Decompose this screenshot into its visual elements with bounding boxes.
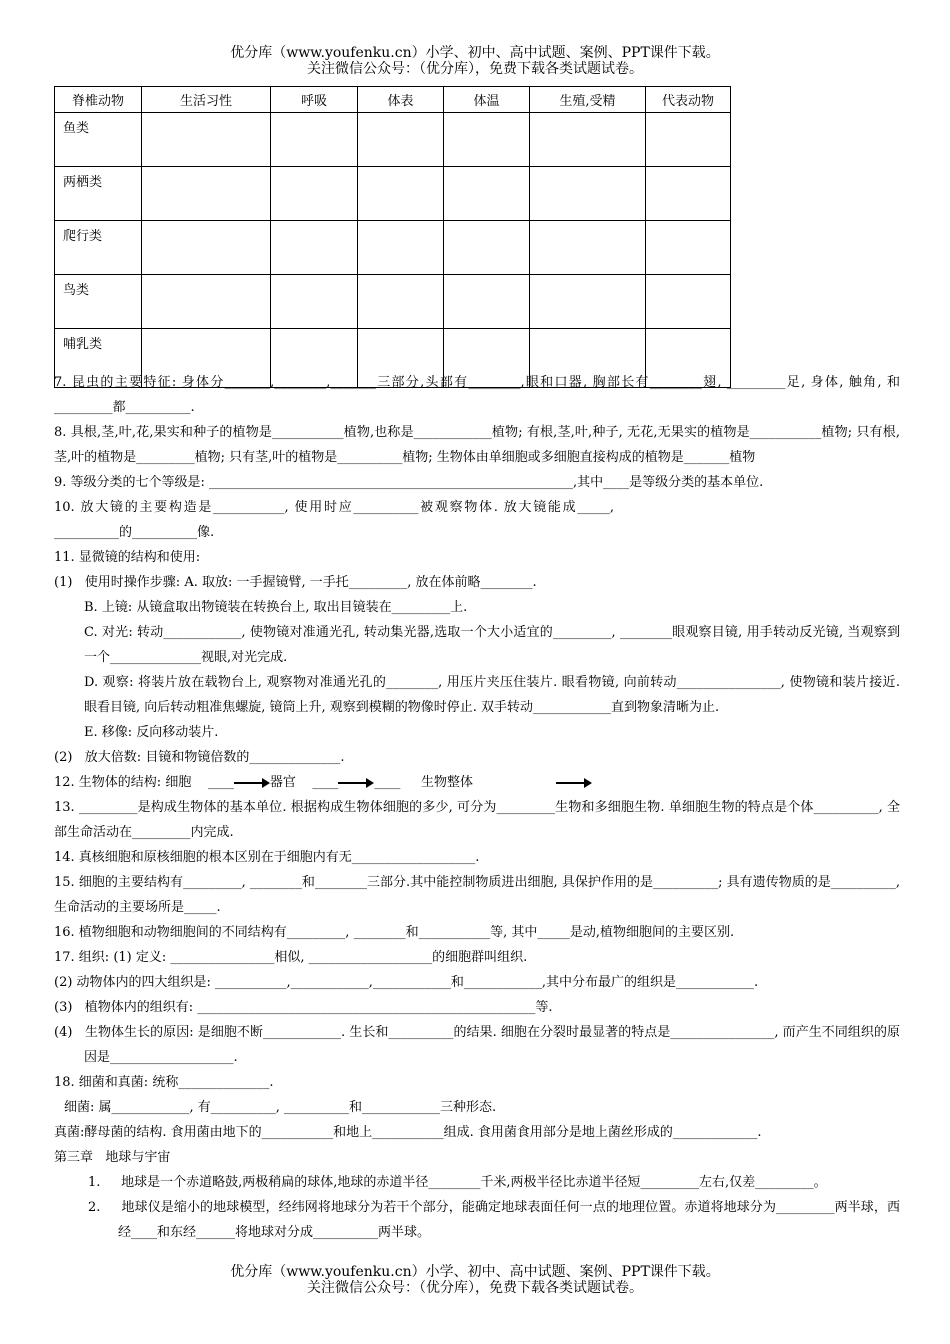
header-line-1: 优分库（www.youfenku.cn）小学、初中、高中试题、案例、PPT课件下载。 [230, 45, 720, 61]
vertebrate-table [54, 86, 731, 388]
footer-line-1: 优分库（www.youfenku.cn）小学、初中、高中试题、案例、PPT课件下载。 [230, 1264, 720, 1280]
header-cell-vertebrate: 脊椎动物 [55, 87, 142, 113]
arrow-right-icon [338, 778, 374, 788]
question-17-part-2: (2) 动物体内的四大组织是: ___________,____________,____________和____________,其中分布最广的组织是____________. [54, 975, 759, 990]
header-cell-body-surface: 体表 [358, 87, 444, 113]
question-18-bacteria: 细菌: 属____________, 有__________, __________和____________三种形态. [64, 1100, 497, 1115]
header-cell-respiration: 呼吸 [271, 87, 358, 113]
row-label-bird: 鸟类 [55, 275, 142, 329]
question-11-step-b: B. 上镜: 从镜盒取出物镜装在转换台上, 取出目镜装在_________上. [84, 600, 468, 615]
row-label-mammal: 哺乳类 [55, 329, 142, 388]
row-label-fish: 鱼类 [55, 113, 142, 167]
question-11-step-c: C. 对光: 转动____________, 使物镜对准通光孔, 转动集光器,选取一个大小适宜的_________, ________眼观察目镜, 用手转动反光镜, 当观察到一个______________视眼,对光完成. [84, 625, 900, 665]
question-16: 16. 植物细胞和动物细胞间的不同结构有_________, ________和___________等, 其中_____是动,植物细胞间的主要区别. [54, 925, 735, 940]
question-12-part-b: 器官 ____ [269, 775, 339, 790]
question-12-part-a: 12. 生物体的结构: 细胞 ____ [54, 775, 234, 790]
arrow-right-icon [556, 778, 592, 788]
earth-question-2: 2. 地球仪是缩小的地球模型，经纬网将地球分为若干个部分，能确定地球表面任何一点的地理位置。赤道将地球分为_________两半球，西经____和东经______将地球对分成__________两半球。 [88, 1200, 900, 1240]
table-header-row [55, 87, 731, 113]
header-cell-body-temp: 体温 [444, 87, 530, 113]
page-footer [0, 1264, 950, 1296]
table-row [55, 113, 731, 167]
header-cell-habits: 生活习性 [142, 87, 271, 113]
question-7: 7. 昆虫的主要特征: 身体分_______,________,_______三部分,头部有________,眼和口器, 胸部长有________翅, _________足, 身体, 触角, 和_________都__________. [54, 375, 900, 415]
table-row [55, 221, 731, 275]
arrow-right-icon [234, 778, 270, 788]
question-13: 13. _________是构成生物体的基本单位. 根据构成生物体细胞的多少, 可分为_________生物和多细胞生物. 单细胞生物的特点是个体__________, 全部生命活动在_________内完成. [54, 800, 900, 840]
question-12-part-c: ____ 生物整体 [374, 775, 474, 790]
page-header [0, 45, 950, 77]
question-8: 8. 具根,茎,叶,花,果实和种子的植物是___________植物,也称是____________植物; 有根,茎,叶,种子, 无花,无果实的植物是___________植物; 只有根,茎,叶的植物是_________植物; 只有茎,叶的植物是__________植物; 生物体由单细胞或多细胞直接构成的植物是_______植物 [54, 425, 900, 465]
question-17-part-4: (4) 生物体生长的原因: 是细胞不断____________. 生长和__________的结果. 细胞在分裂时最显著的特点是________________, 而产生不同组织的原因是___________________. [54, 1025, 900, 1065]
question-18: 18. 细菌和真菌: 统称______________. [54, 1075, 274, 1090]
question-list [54, 370, 900, 1245]
table-row [55, 275, 731, 329]
header-cell-reproduction: 生殖,受精 [530, 87, 646, 113]
question-17-part-3: (3) 植物体内的组织有: ____________________________________________________等. [54, 1000, 553, 1015]
question-12 [54, 770, 900, 795]
question-9: 9. 等级分类的七个等级是: ________________________________________________________,其中____是等级分类的基本单位. [54, 475, 764, 490]
footer-line-2: 关注微信公众号：（优分库），免费下载各类试题试卷。 [307, 1280, 643, 1296]
question-15: 15. 细胞的主要结构有_________, ________和________三部分.其中能控制物质进出细胞, 具保护作用的是__________; 具有遗传物质的是__________, 生命活动的主要场所是_____. [54, 875, 900, 915]
question-11-step-d: D. 观察: 将装片放在载物台上, 观察物对准通光孔的________, 用压片夹压住装片. 眼看物镜, 向前转动________________, 使物镜和装片接近. 眼看目镜, 向后转动粗准焦螺旋, 镜筒上升, 观察到模糊的物像时停止. 双手转动____________直到物象清晰为止. [84, 675, 900, 715]
question-11-step-e: E. 移像: 反向移动装片. [84, 725, 219, 740]
header-line-2: 关注微信公众号：（优分库），免费下载各类试题试卷。 [307, 61, 643, 77]
chapter-3-heading: 第三章 地球与宇宙 [54, 1150, 171, 1165]
question-10: 10. 放大镜的主要构造是___________, 使用时应__________被观察物体. 放大镜能成_____, __________的__________像. [54, 500, 614, 540]
earth-question-1: 1. 地球是一个赤道略鼓,两极稍扁的球体,地球的赤道半径________千米,两极半径比赤道半径短_________左右,仅差_________。 [88, 1175, 827, 1190]
header-cell-representative: 代表动物 [646, 87, 731, 113]
question-11-step-1: (1) 使用时操作步骤: A. 取放: 一手握镜臂, 一手托_________, 放在体前略________. [54, 575, 537, 590]
question-14: 14. 真核细胞和原核细胞的根本区别在于细胞内有无___________________. [54, 850, 480, 865]
question-11-magnification: (2) 放大倍数: 目镜和物镜倍数的______________. [54, 750, 345, 765]
question-11: 11. 显微镜的结构和使用: [54, 550, 201, 565]
row-label-amphibian: 两栖类 [55, 167, 142, 221]
question-18-fungi: 真菌:酵母菌的结构. 食用菌由地下的___________和地上___________组成. 食用菌食用部分是地上菌丝形成的_____________. [54, 1125, 762, 1140]
table-row [55, 167, 731, 221]
row-label-reptile: 爬行类 [55, 221, 142, 275]
question-17: 17. 组织: (1) 定义: ________________相似, ___________________的细胞群叫组织. [54, 950, 528, 965]
